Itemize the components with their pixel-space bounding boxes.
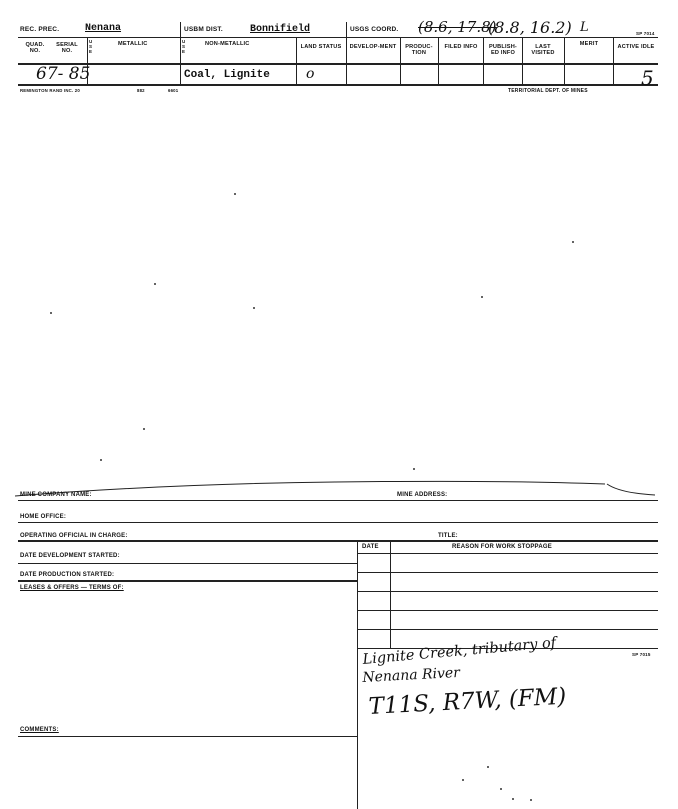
stoppage-date-divider: [390, 540, 391, 648]
land-status-value: o: [306, 66, 315, 82]
title-label: TITLE:: [438, 533, 458, 539]
home-office-label: HOME OFFICE:: [20, 514, 67, 520]
active-idle-value: 5: [641, 66, 654, 90]
header-col-divider: [438, 37, 439, 84]
stoppage-table-rule: [358, 591, 658, 592]
operating-official-label: OPERATING OFFICIAL IN CHARGE:: [20, 533, 128, 539]
scan-speck: [413, 468, 415, 470]
scan-speck: [487, 766, 489, 768]
metallic-label: METALLIC: [118, 41, 148, 47]
header-col-divider: [296, 37, 297, 84]
scan-speck: [50, 312, 52, 314]
comments-label: COMMENTS:: [20, 727, 59, 733]
header-col-divider: [613, 37, 614, 84]
printer-code: 882: [137, 88, 145, 93]
usbm-dist-value: Bonnifield: [250, 24, 311, 35]
scan-speck: [234, 193, 236, 195]
stoppage-table-rule: [358, 553, 658, 554]
header-rule-3: [18, 84, 658, 86]
quad-serial-value: 67- 85: [36, 64, 91, 84]
last-visited-label: LAST VISITED: [531, 44, 555, 56]
scan-speck: [530, 799, 532, 801]
usbm-dist-label: USBM DIST.: [184, 26, 223, 33]
rec-prec-value: Nenana: [85, 23, 122, 34]
handwritten-location: Lignite Creek, tributary of: [362, 635, 557, 668]
stoppage-table-rule: [358, 629, 658, 630]
mine-company-label: MINE COMPANY NAME:: [20, 492, 92, 498]
form-rule: [18, 736, 358, 737]
mine-address-label: MINE ADDRESS:: [397, 492, 448, 498]
development-label: DEVELOP-MENT: [349, 44, 397, 50]
scan-speck: [154, 283, 156, 285]
serial-label: SERIAL NO.: [56, 42, 78, 54]
form-number-bottom: SP 7015: [632, 652, 651, 657]
nonmetallic-label: NON-METALLIC: [205, 41, 250, 47]
use-label: U S E: [182, 39, 186, 54]
form-rule: [18, 563, 358, 564]
active-idle-label: ACTIVE IDLE: [617, 44, 655, 50]
production-label: PRODUC-TION: [405, 44, 433, 56]
commodity-value: Coal, Lignite: [184, 69, 270, 81]
header-rule-2: [18, 63, 658, 65]
form-rule: [18, 540, 658, 542]
usgs-coord-label: USGS COORD.: [350, 26, 399, 33]
printer-code: 6601: [168, 88, 179, 93]
stoppage-table-rule: [358, 572, 658, 573]
use-label: U S E: [89, 39, 93, 54]
header-col-divider: [483, 37, 484, 84]
merit-label: MERIT: [579, 41, 599, 47]
land-status-label: LAND STATUS: [300, 44, 342, 50]
scan-speck: [481, 296, 483, 298]
usgs-coord-mark: L: [580, 20, 589, 35]
reason-column-label: REASON FOR WORK STOPPAGE: [452, 544, 552, 550]
rec-prec-label: REC. PREC.: [20, 26, 60, 33]
header-rule-1: [18, 37, 658, 38]
scan-speck: [572, 241, 574, 243]
form-rule: [18, 580, 358, 582]
scan-speck: [100, 459, 102, 461]
prod-started-label: DATE PRODUCTION STARTED:: [20, 572, 115, 578]
published-info-label: PUBLISH-ED INFO: [488, 44, 517, 56]
card-edge-curve: [15, 478, 660, 500]
printer-credit: REMINGTON RAND INC. 20: [20, 88, 80, 93]
header-col-divider: [400, 37, 401, 84]
scan-speck: [143, 428, 145, 430]
scan-speck: [253, 307, 255, 309]
handwritten-river: Nenana River: [362, 664, 461, 686]
usgs-coord-struck: (8.6, 17.8): [418, 18, 497, 36]
filed-info-label: FILED INFO: [444, 44, 478, 50]
leases-label: LEASES & OFFERS — TERMS OF:: [20, 585, 124, 591]
handwritten-township: T11S, R7W, (FM): [368, 683, 567, 720]
scan-speck: [462, 779, 464, 781]
form-center-divider: [357, 540, 358, 809]
scan-speck: [500, 788, 502, 790]
header-col-divider: [346, 22, 347, 84]
header-col-divider: [522, 37, 523, 84]
form-rule: [18, 522, 658, 523]
form-rule: [18, 500, 658, 501]
date-column-label: DATE: [362, 544, 379, 550]
usgs-coord-value: (8.8, 16.2): [488, 18, 572, 37]
header-col-divider: [180, 22, 181, 84]
header-col-divider: [564, 37, 565, 84]
scan-speck: [512, 798, 514, 800]
dev-started-label: DATE DEVELOPMENT STARTED:: [20, 553, 120, 559]
department-label: TERRITORIAL DEPT. OF MINES: [508, 88, 588, 94]
stoppage-table-rule: [358, 610, 658, 611]
form-number-top: SP 7014: [636, 31, 655, 36]
quad-label: QUAD. NO.: [25, 42, 45, 54]
